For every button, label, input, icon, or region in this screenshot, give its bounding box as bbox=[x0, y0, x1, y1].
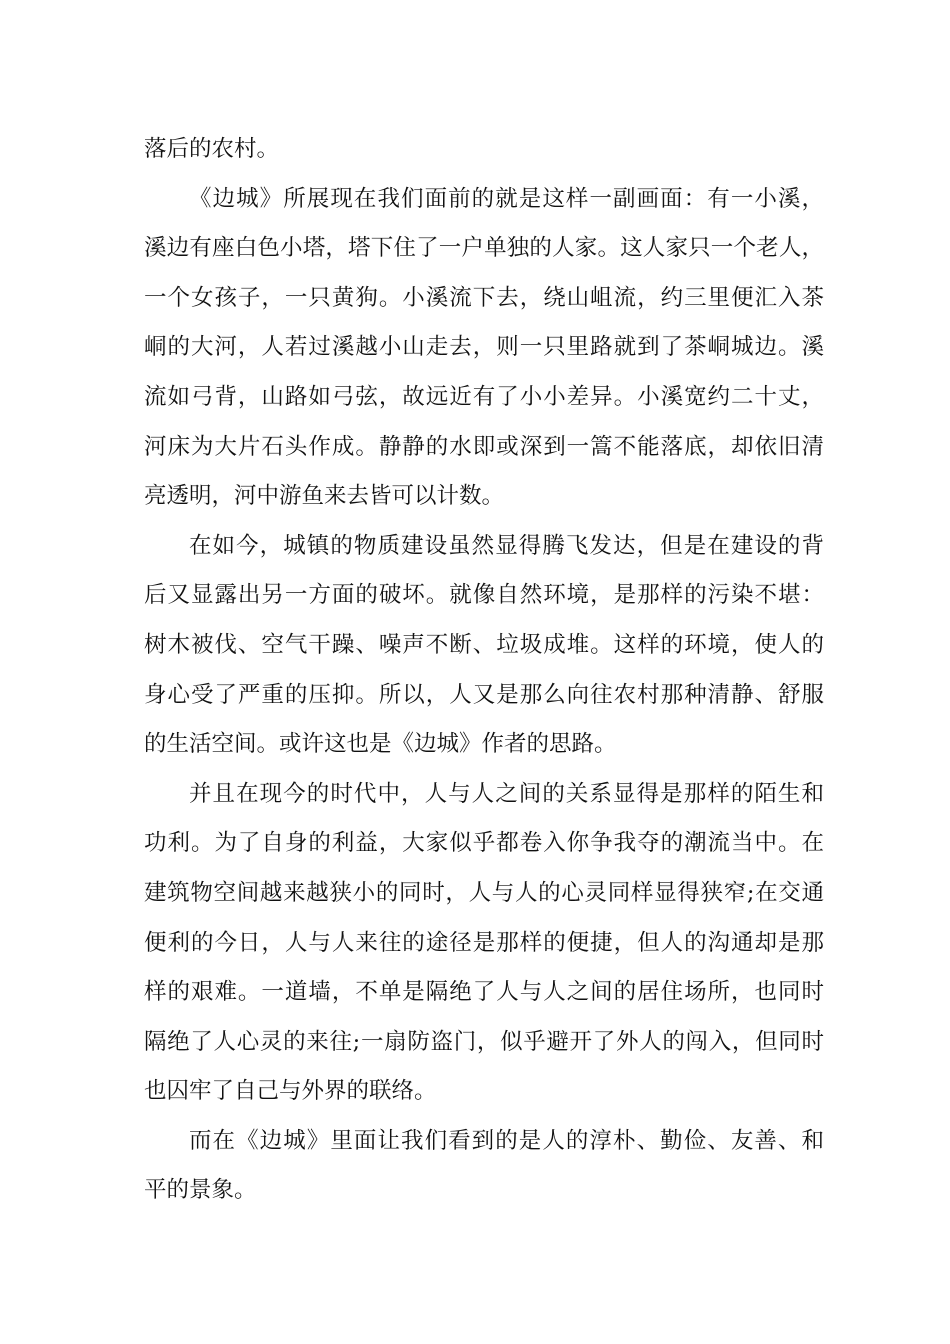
text-line: 《边城》所展现在我们面前的就是这样一副画面：有一小溪， bbox=[189, 185, 824, 212]
document-body bbox=[144, 125, 824, 1216]
text-line: 在如今，城镇的物质建设虽然显得腾飞发达，但是在建设的背 bbox=[189, 532, 824, 559]
text-line: 溪边有座白色小塔，塔下住了一户单独的人家。这人家只一个老人， bbox=[144, 235, 824, 262]
text-line: 后又显露出另一方面的破坏。就像自然环境，是那样的污染不堪： bbox=[144, 582, 824, 609]
text-line: 并且在现今的时代中，人与人之间的关系显得是那样的陌生和 bbox=[189, 780, 824, 807]
text-line: 隔绝了人心灵的来往;一扇防盗门，似乎避开了外人的闯入，但同时 bbox=[144, 1028, 824, 1055]
text-line: 流如弓背，山路如弓弦，故远近有了小小差异。小溪宽约二十丈， bbox=[144, 383, 824, 410]
text-line: 的生活空间。或许这也是《边城》作者的思路。 bbox=[144, 731, 617, 758]
text-line: 峒的大河，人若过溪越小山走去，则一只里路就到了茶峒城边。溪 bbox=[144, 334, 824, 361]
text-line: 亮透明，河中游鱼来去皆可以计数。 bbox=[144, 483, 505, 510]
text-line: 河床为大片石头作成。静静的水即或深到一篙不能落底，却依旧清 bbox=[144, 433, 824, 460]
paragraph bbox=[144, 522, 824, 770]
text-line: 一个女孩子，一只黄狗。小溪流下去，绕山岨流，约三里便汇入茶 bbox=[144, 284, 824, 311]
text-line: 样的艰难。一道墙，不单是隔绝了人与人之间的居住场所，也同时 bbox=[144, 979, 824, 1006]
text-line: 建筑物空间越来越狭小的同时，人与人的心灵同样显得狭窄;在交通 bbox=[144, 879, 824, 906]
text-line: 落后的农村。 bbox=[144, 136, 280, 162]
text-line: 便利的今日，人与人来往的途径是那样的便捷，但人的沟通却是那 bbox=[144, 929, 824, 956]
paragraph bbox=[144, 1117, 824, 1216]
text-line: 树木被伐、空气干躁、噪声不断、垃圾成堆。这样的环境，使人的 bbox=[144, 631, 824, 658]
text-line: 功利。为了自身的利益，大家似乎都卷入你争我夺的潮流当中。在 bbox=[144, 830, 824, 857]
text-line: 平的景象。 bbox=[144, 1177, 257, 1204]
paragraph bbox=[144, 770, 824, 1117]
paragraph bbox=[144, 175, 824, 522]
paragraph bbox=[144, 125, 824, 175]
text-line: 身心受了严重的压抑。所以，人又是那么向往农村那种清静、舒服 bbox=[144, 681, 824, 708]
text-line: 也囚牢了自己与外界的联络。 bbox=[144, 1078, 437, 1105]
text-line: 而在《边城》里面让我们看到的是人的淳朴、勤俭、友善、和 bbox=[189, 1127, 824, 1154]
